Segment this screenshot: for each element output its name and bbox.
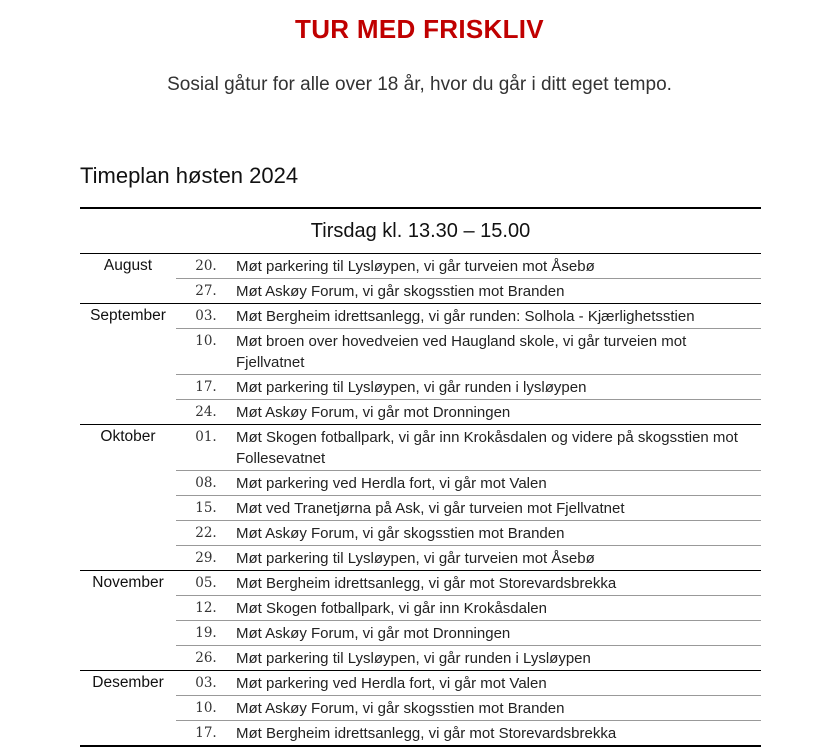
month-name: August bbox=[103, 257, 153, 274]
table-row bbox=[176, 254, 761, 278]
row-day: 26. bbox=[195, 650, 217, 666]
month-name: Desember bbox=[92, 674, 164, 691]
table-row bbox=[176, 645, 761, 670]
table-row bbox=[176, 374, 761, 399]
row-description: Møt Askøy Forum, vi går mot Dronningen bbox=[236, 625, 511, 642]
row-day: 03. bbox=[195, 308, 217, 324]
schedule-title: Timeplan høsten 2024 bbox=[80, 163, 299, 188]
row-day: 29. bbox=[195, 550, 217, 566]
table-row bbox=[176, 595, 761, 620]
row-description: Møt Skogen fotballpark, vi går inn Krokåsdalen og videre på skogsstien mot Follesevatnet bbox=[236, 429, 738, 467]
row-description: Møt Askøy Forum, vi går skogsstien mot Branden bbox=[236, 283, 565, 300]
table-row bbox=[176, 671, 761, 695]
row-description: Møt Askøy Forum, vi går mot Dronningen bbox=[236, 404, 511, 421]
month-name: September bbox=[90, 307, 166, 324]
row-day: 17. bbox=[195, 379, 217, 395]
table-row bbox=[176, 304, 761, 328]
row-day: 10. bbox=[195, 333, 217, 349]
row-day: 17. bbox=[195, 725, 217, 741]
row-description: Møt parkering ved Herdla fort, vi går mot Valen bbox=[236, 475, 547, 492]
row-day: 27. bbox=[195, 283, 217, 299]
table-row bbox=[176, 278, 761, 303]
row-day: 01. bbox=[195, 429, 217, 445]
row-day: 22. bbox=[195, 525, 217, 541]
page-subtitle: Sosial gåtur for alle over 18 år, hvor du går i ditt eget tempo. bbox=[167, 74, 672, 95]
month-group bbox=[80, 570, 761, 670]
table-row bbox=[176, 495, 761, 520]
row-description: Møt Bergheim idrettsanlegg, vi går mot Storevardsbrekka bbox=[236, 725, 617, 742]
row-description: Møt Skogen fotballpark, vi går inn Krokåsdalen bbox=[236, 600, 547, 617]
row-day: 19. bbox=[195, 625, 217, 641]
month-groups bbox=[80, 254, 761, 745]
month-name: Oktober bbox=[100, 428, 156, 445]
row-day: 24. bbox=[195, 404, 217, 420]
table-row bbox=[176, 545, 761, 570]
month-group bbox=[80, 670, 761, 745]
table-row bbox=[176, 328, 761, 374]
row-day: 15. bbox=[195, 500, 217, 516]
row-day: 20. bbox=[195, 258, 217, 274]
row-description: Møt parkering til Lysløypen, vi går turveien mot Åsebø bbox=[236, 258, 595, 275]
row-description: Møt Bergheim idrettsanlegg, vi går runden: Solhola - Kjærlighetsstien bbox=[236, 308, 695, 325]
table-row bbox=[176, 520, 761, 545]
row-description: Møt Askøy Forum, vi går skogsstien mot Branden bbox=[236, 700, 565, 717]
table-row bbox=[176, 470, 761, 495]
table-row bbox=[176, 695, 761, 720]
month-group bbox=[80, 254, 761, 303]
row-day: 08. bbox=[195, 475, 217, 491]
month-name: November bbox=[92, 574, 164, 591]
row-description: Møt Bergheim idrettsanlegg, vi går mot Storevardsbrekka bbox=[236, 575, 617, 592]
row-description: Møt parkering til Lysløypen, vi går runden i Lysløypen bbox=[236, 650, 591, 667]
table-row bbox=[176, 720, 761, 745]
month-group bbox=[80, 424, 761, 570]
row-day: 05. bbox=[195, 575, 217, 591]
month-group bbox=[80, 303, 761, 424]
table-row bbox=[176, 425, 761, 470]
table-row bbox=[176, 399, 761, 424]
table-row bbox=[176, 571, 761, 595]
row-description: Møt broen over hovedveien ved Haugland skole, vi går turveien mot Fjellvatnet bbox=[236, 333, 687, 371]
row-day: 03. bbox=[195, 675, 217, 691]
schedule-table bbox=[80, 207, 761, 747]
row-day: 10. bbox=[195, 700, 217, 716]
row-day: 12. bbox=[195, 600, 217, 616]
table-heading: Tirsdag kl. 13.30 – 15.00 bbox=[80, 209, 761, 254]
row-description: Møt parkering til Lysløypen, vi går turveien mot Åsebø bbox=[236, 550, 595, 567]
row-description: Møt ved Tranetjørna på Ask, vi går turveien mot Fjellvatnet bbox=[236, 500, 625, 517]
row-description: Møt parkering ved Herdla fort, vi går mot Valen bbox=[236, 675, 547, 692]
page-title: TUR MED FRISKLIV bbox=[295, 14, 544, 44]
table-row bbox=[176, 620, 761, 645]
row-description: Møt parkering til Lysløypen, vi går runden i lysløypen bbox=[236, 379, 587, 396]
row-description: Møt Askøy Forum, vi går skogsstien mot Branden bbox=[236, 525, 565, 542]
